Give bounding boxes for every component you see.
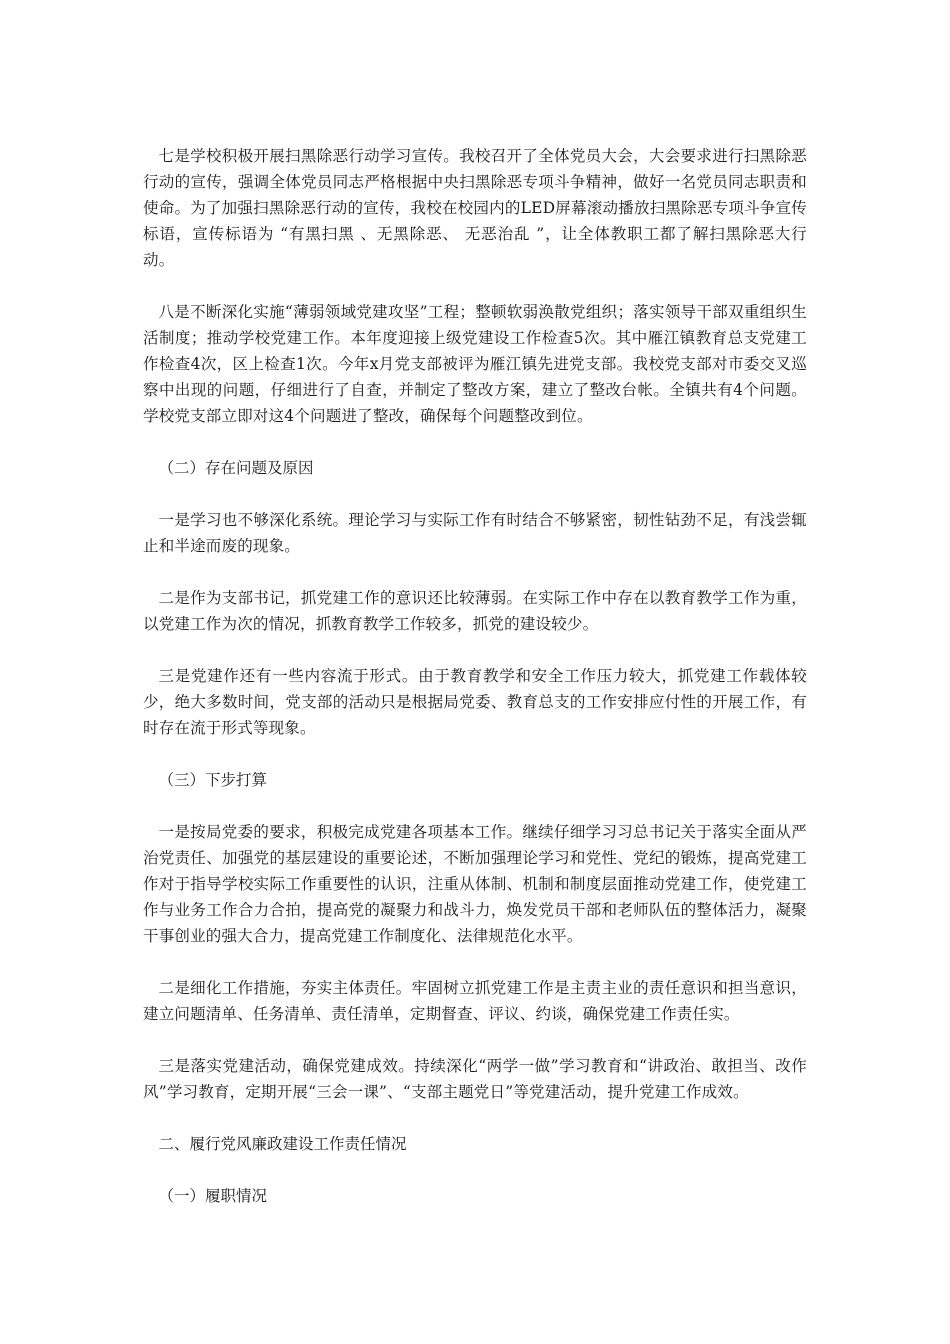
section-heading-next-steps: （三）下步打算 bbox=[158, 771, 268, 789]
paragraph-problem-1: 一是学习也不够深化系统。理论学习与实际工作有时结合不够紧密，韧性钻劲不足，有浅尝辄止和半途而废的现象。 bbox=[143, 511, 807, 555]
paragraph-problem-3: 三是党建作还有一些内容流于形式。由于教育教学和安全工作压力较大，抓党建工作载体较少，绝大多数时间，党支部的活动只是根据局党委、教育总支的工作安排应付性的开展工作，有时存在流于形式等现象。 bbox=[143, 667, 807, 737]
paragraph-plan-2: 二是细化工作措施，夯实主体责任。牢固树立抓党建工作是主责主业的责任意识和担当意识，建立问题清单、任务清单、责任清单，定期督查、评议、约谈，确保党建工作责任实。 bbox=[143, 979, 807, 1023]
paragraph-plan-3: 三是落实党建活动，确保党建成效。持续深化“两学一做”学习教育和“讲政治、敢担当、改作风”学习教育，定期开展“三会一课”、“支部主题党日”等党建活动，提升党建工作成效。 bbox=[143, 1057, 807, 1101]
paragraph-problem-2: 二是作为支部书记，抓党建工作的意识还比较薄弱。在实际工作中存在以教育教学工作为重，以党建工作为次的情况，抓教育教学工作较多，抓党的建设较少。 bbox=[143, 589, 807, 633]
paragraph-7-anti-crime-publicity: 七是学校积极开展扫黑除恶行动学习宣传。我校召开了全体党员大会，大会要求进行扫黑除恶行动的宣传，强调全体党员同志严格根据中央扫黑除恶专项斗争精神，做好一名党员同志职责和使命。为了加强扫黑除恶行动的宣传，我校在校园内的LED屏幕滚动播放扫黑除恶专项斗争宣传标语，宣传标语为 “有黑扫黑 、无黑除恶、 无恶治乱 ”，让全体教职工都了解扫黑除恶大行动。 bbox=[143, 147, 807, 269]
section-heading-problems: （二）存在问题及原因 bbox=[158, 459, 314, 477]
section-heading-integrity: 二、履行党风廉政建设工作责任情况 bbox=[158, 1135, 407, 1153]
document-page bbox=[143, 143, 807, 1209]
paragraph-8-party-building: 八是不断深化实施“薄弱领域党建攻坚”工程；整顿软弱涣散党组织；落实领导干部双重组织生活制度；推动学校党建工作。本年度迎接上级党建设工作检查5次。其中雁江镇教育总支党建工作检查4次，区上检查1次。今年x月党支部被评为雁江镇先进党支部。我校党支部对市委交叉巡察中出现的问题，仔细进行了自查，并制定了整改方案，建立了整改台帐。全镇共有4个问题。学校党支部立即对这4个问题进了整改，确保每个问题整改到位。 bbox=[143, 303, 807, 425]
section-heading-duties: （一）履职情况 bbox=[158, 1187, 268, 1205]
paragraph-plan-1: 一是按局党委的要求，积极完成党建各项基本工作。继续仔细学习习总书记关于落实全面从严治党责任、加强党的基层建设的重要论述，不断加强理论学习和党性、党纪的锻炼，提高党建工作对于指导学校实际工作重要性的认识，注重从体制、机制和制度层面推动党建工作，使党建工作与业务工作合力合拍，提高党的凝聚力和战斗力，焕发党员干部和老师队伍的整体活力，凝聚干事创业的强大合力，提高党建工作制度化、法律规范化水平。 bbox=[143, 823, 807, 945]
